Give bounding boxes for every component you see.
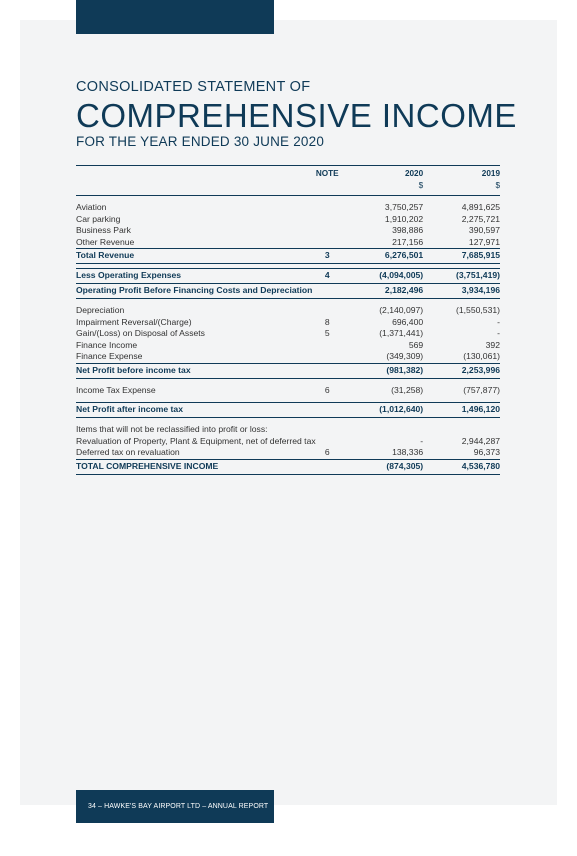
row-value-2019: (3,751,419) [423, 269, 500, 284]
row-label: TOTAL COMPREHENSIVE INCOME [76, 459, 316, 474]
statement-heading [76, 78, 517, 150]
row-value-2020: (981,382) [339, 363, 424, 378]
table-row [76, 385, 500, 397]
total-revenue-row [76, 249, 500, 264]
row-value-2020: (349,309) [386, 351, 424, 361]
row-label: Items that will not be reclassified into profit or loss: [76, 424, 268, 434]
row-value-2019: (757,877) [463, 384, 500, 395]
row-value-2020 [339, 424, 424, 436]
heading-line-1: CONSOLIDATED STATEMENT OF [76, 79, 311, 95]
top-brand-bar [76, 0, 274, 34]
row-value-2019: (1,550,531) [456, 305, 500, 315]
row-label: Net Profit before income tax [76, 363, 316, 378]
table-row [76, 424, 500, 436]
row-value-2019: - [497, 316, 500, 327]
row-value-2019 [423, 424, 500, 436]
row-value-2019: 4,891,625 [461, 202, 500, 212]
row-value-2020: 569 [408, 339, 424, 350]
table-row [76, 305, 500, 317]
row-label: Less Operating Expenses [76, 269, 316, 284]
row-label: Total Revenue [76, 249, 316, 264]
year-2019-header: 2019 [423, 166, 500, 180]
row-value-2020: 138,336 [392, 447, 424, 457]
row-label: Deferred tax on revaluation [76, 447, 180, 457]
row-value-2019: 390,597 [468, 225, 500, 235]
row-note [316, 237, 339, 249]
row-value-2019: 2,253,996 [423, 363, 500, 378]
net-profit-before-tax-row [76, 363, 500, 378]
operating-profit-row [76, 284, 500, 299]
row-label: Finance Expense [76, 351, 143, 361]
row-note [316, 284, 339, 299]
row-note [316, 459, 339, 474]
row-value-2020: 217,156 [392, 236, 424, 247]
row-value-2019: 127,971 [468, 236, 500, 247]
row-label: Impairment Reversal/(Charge) [76, 316, 192, 327]
row-label: Car parking [76, 213, 121, 224]
row-value-2020: (4,094,005) [339, 269, 424, 284]
row-value-2020: (1,371,441) [379, 328, 424, 338]
table-row [76, 225, 500, 237]
row-label: Aviation [76, 202, 107, 212]
row-value-2020: (1,012,640) [339, 403, 424, 418]
row-value-2020: 398,886 [392, 225, 424, 235]
table-row [76, 317, 500, 329]
row-label: Finance Income [76, 339, 138, 350]
row-value-2020: (874,305) [339, 459, 424, 474]
row-value-2020: - [420, 435, 424, 446]
row-value-2020: (31,258) [391, 384, 424, 395]
row-value-2020: 6,276,501 [339, 249, 424, 264]
currency-2020: $ [339, 180, 424, 196]
table-header-row [76, 166, 500, 180]
row-note [316, 403, 339, 418]
income-statement-table [76, 165, 500, 475]
row-note: 8 [324, 316, 330, 327]
row-value-2020: 696,400 [392, 316, 424, 327]
row-note [316, 363, 339, 378]
row-value-2019: 4,536,780 [423, 459, 500, 474]
row-label: Operating Profit Before Financing Costs and Depreciation [76, 284, 316, 299]
footer-bar [76, 790, 274, 843]
row-note: 4 [316, 269, 339, 284]
currency-2019: $ [423, 180, 500, 196]
row-value-2020: 2,182,496 [339, 284, 424, 299]
heading-period: FOR THE YEAR ENDED 30 JUNE 2020 [76, 134, 325, 149]
row-note [316, 351, 339, 363]
year-2020-header: 2020 [339, 166, 424, 180]
row-value-2019: 7,685,915 [423, 249, 500, 264]
row-note [316, 202, 339, 214]
row-value-2020: 1,910,202 [384, 213, 424, 224]
row-label: Business Park [76, 225, 131, 235]
row-value-2019: 392 [485, 339, 500, 350]
row-label: Revaluation of Property, Plant & Equipment, net of deferred tax [76, 435, 316, 446]
row-note: 6 [324, 447, 330, 457]
row-value-2019: 2,275,721 [461, 213, 500, 224]
row-label: Depreciation [76, 305, 125, 315]
row-note: 3 [316, 249, 339, 264]
row-value-2019: (130,061) [463, 351, 500, 361]
footer-text: 34 – HAWKE'S BAY AIRPORT LTD – ANNUAL REPORT 2020 [88, 803, 269, 843]
table-row [76, 436, 500, 448]
row-value-2019: 2,944,287 [461, 435, 500, 446]
row-value-2020: (2,140,097) [379, 305, 424, 315]
row-note [316, 214, 339, 226]
row-value-2020: 3,750,257 [384, 202, 424, 212]
row-value-2019: - [497, 328, 500, 338]
heading-title: COMPREHENSIVE INCOME [76, 97, 517, 134]
row-label: Other Revenue [76, 236, 135, 247]
row-label: Gain/(Loss) on Disposal of Assets [76, 328, 205, 338]
table-row [76, 351, 500, 363]
row-value-2019: 3,934,196 [423, 284, 500, 299]
row-label: Income Tax Expense [76, 384, 156, 395]
row-note [316, 305, 339, 317]
row-note [316, 340, 339, 352]
net-profit-after-tax-row [76, 403, 500, 418]
table-row [76, 447, 500, 459]
row-note: 5 [324, 328, 330, 338]
row-note: 6 [324, 384, 330, 395]
table-row [76, 214, 500, 226]
row-note [316, 225, 339, 237]
row-label: Net Profit after income tax [76, 403, 316, 418]
table-row [76, 237, 500, 249]
table-row [76, 202, 500, 214]
table-row [76, 340, 500, 352]
table-row [76, 328, 500, 340]
row-value-2019: 96,373 [473, 447, 500, 457]
total-comprehensive-income-row [76, 459, 500, 474]
note-column-header: NOTE [316, 166, 339, 180]
operating-expenses-row [76, 269, 500, 284]
row-value-2019: 1,496,120 [423, 403, 500, 418]
currency-header-row [76, 180, 500, 196]
